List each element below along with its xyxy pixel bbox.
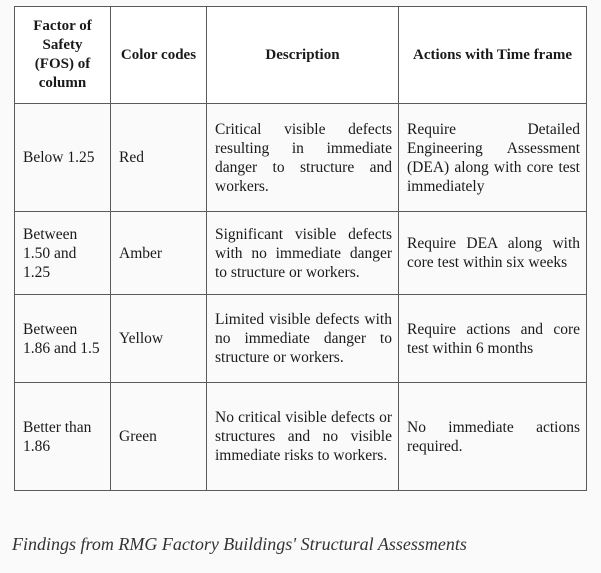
cell-color: Green (111, 383, 207, 491)
cell-factor: Between 1.50 and 1.25 (15, 212, 111, 295)
header-color-codes: Color codes (111, 7, 207, 104)
cell-color: Amber (111, 212, 207, 295)
cell-action: Require Detailed Engineering Assessment (DEA) along with core test immediately (399, 104, 587, 212)
cell-action: Require actions and core test within 6 months (399, 295, 587, 383)
cell-action: No immediate actions required. (399, 383, 587, 491)
cell-color: Yellow (111, 295, 207, 383)
cell-description: Limited visible defects with no immediate danger to structure or workers. (207, 295, 399, 383)
table-header-row (15, 7, 587, 104)
cell-factor: Below 1.25 (15, 104, 111, 212)
cell-factor: Better than 1.86 (15, 383, 111, 491)
cell-description: No critical visible defects or structures and no visible immediate risks to workers. (207, 383, 399, 491)
cell-description: Critical visible defects resulting in immediate danger to structure and workers. (207, 104, 399, 212)
table-row (15, 295, 587, 383)
header-description: Description (207, 7, 399, 104)
cell-action: Require DEA along with core test within six weeks (399, 212, 587, 295)
figure-caption: Findings from RMG Factory Buildings' Structural Assessments (12, 534, 467, 554)
table-row (15, 104, 587, 212)
table-row (15, 212, 587, 295)
cell-color: Red (111, 104, 207, 212)
header-factor: Factor of Safety (FOS) of column (15, 7, 111, 104)
table-row (15, 383, 587, 491)
fos-table (14, 6, 587, 491)
cell-factor: Between 1.86 and 1.5 (15, 295, 111, 383)
cell-description: Significant visible defects with no immediate danger to structure or workers. (207, 212, 399, 295)
header-actions: Actions with Time frame (399, 7, 587, 104)
